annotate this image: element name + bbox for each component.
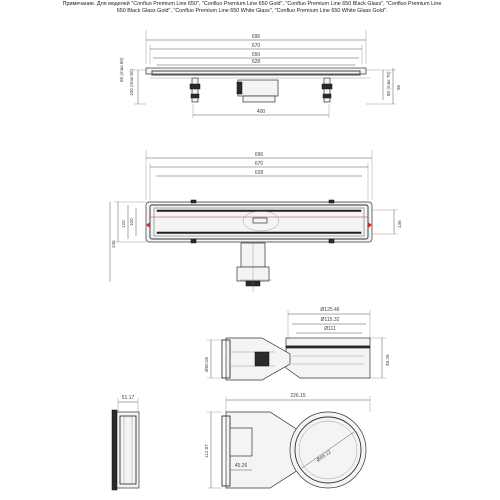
side-dim-51: 51.17: [121, 395, 135, 401]
sect-dim-48: 48.26: [385, 354, 390, 366]
plan-dim-245: 245: [111, 240, 116, 248]
plan-dim-120: 120: [121, 220, 126, 228]
plan-dim-696: 696: [254, 152, 264, 158]
dim-628: 628: [251, 59, 261, 65]
dim-side-left-2: 65 (max 60): [119, 57, 124, 82]
sect-dim-50: Ø50.05: [204, 356, 209, 372]
bottom-dim-45: 45.26: [234, 463, 248, 469]
dim-side-right: 80 (max 70): [386, 71, 391, 96]
dim-400: 400: [256, 109, 266, 115]
dim-696: 696: [251, 34, 261, 40]
sect-dim-111: Ø111: [324, 326, 336, 332]
bottom-dim-226: 226.15: [290, 393, 306, 399]
bottom-view: [204, 393, 370, 488]
front-view: [119, 30, 401, 118]
bottom-dim-112: 112.87: [204, 444, 209, 458]
side-view: [112, 395, 139, 490]
dim-670: 670: [251, 43, 261, 49]
plan-dim-670: 670: [254, 161, 264, 167]
section-view: [204, 307, 390, 380]
dim-side-left: 100 (max 80): [129, 68, 134, 96]
bottom-dim-diameter: Ø46.12: [315, 449, 333, 464]
plan-dim-100: 100: [129, 218, 134, 226]
dim-650: 650: [251, 52, 261, 58]
sect-dim-115: Ø115.32: [320, 317, 340, 323]
dim-side-right-2: 95: [396, 84, 401, 90]
plan-view: [110, 150, 402, 292]
model-note: Примечание. Для моделей "Confluo Premium Line 650", "Confluo Premium Line 650 Gold", "Confluo Premium Line 650 Black Glass", "Confluo Premium Line 650 Black Glass Gold", "Confluo Premium Line 650 White Glass", "Confluo Premium Line 650 White Glass Gold".: [62, 1, 442, 14]
plan-dim-628: 628: [254, 170, 264, 176]
sect-dim-125: Ø125.46: [320, 307, 340, 313]
plan-dim-136: 136: [397, 220, 402, 228]
